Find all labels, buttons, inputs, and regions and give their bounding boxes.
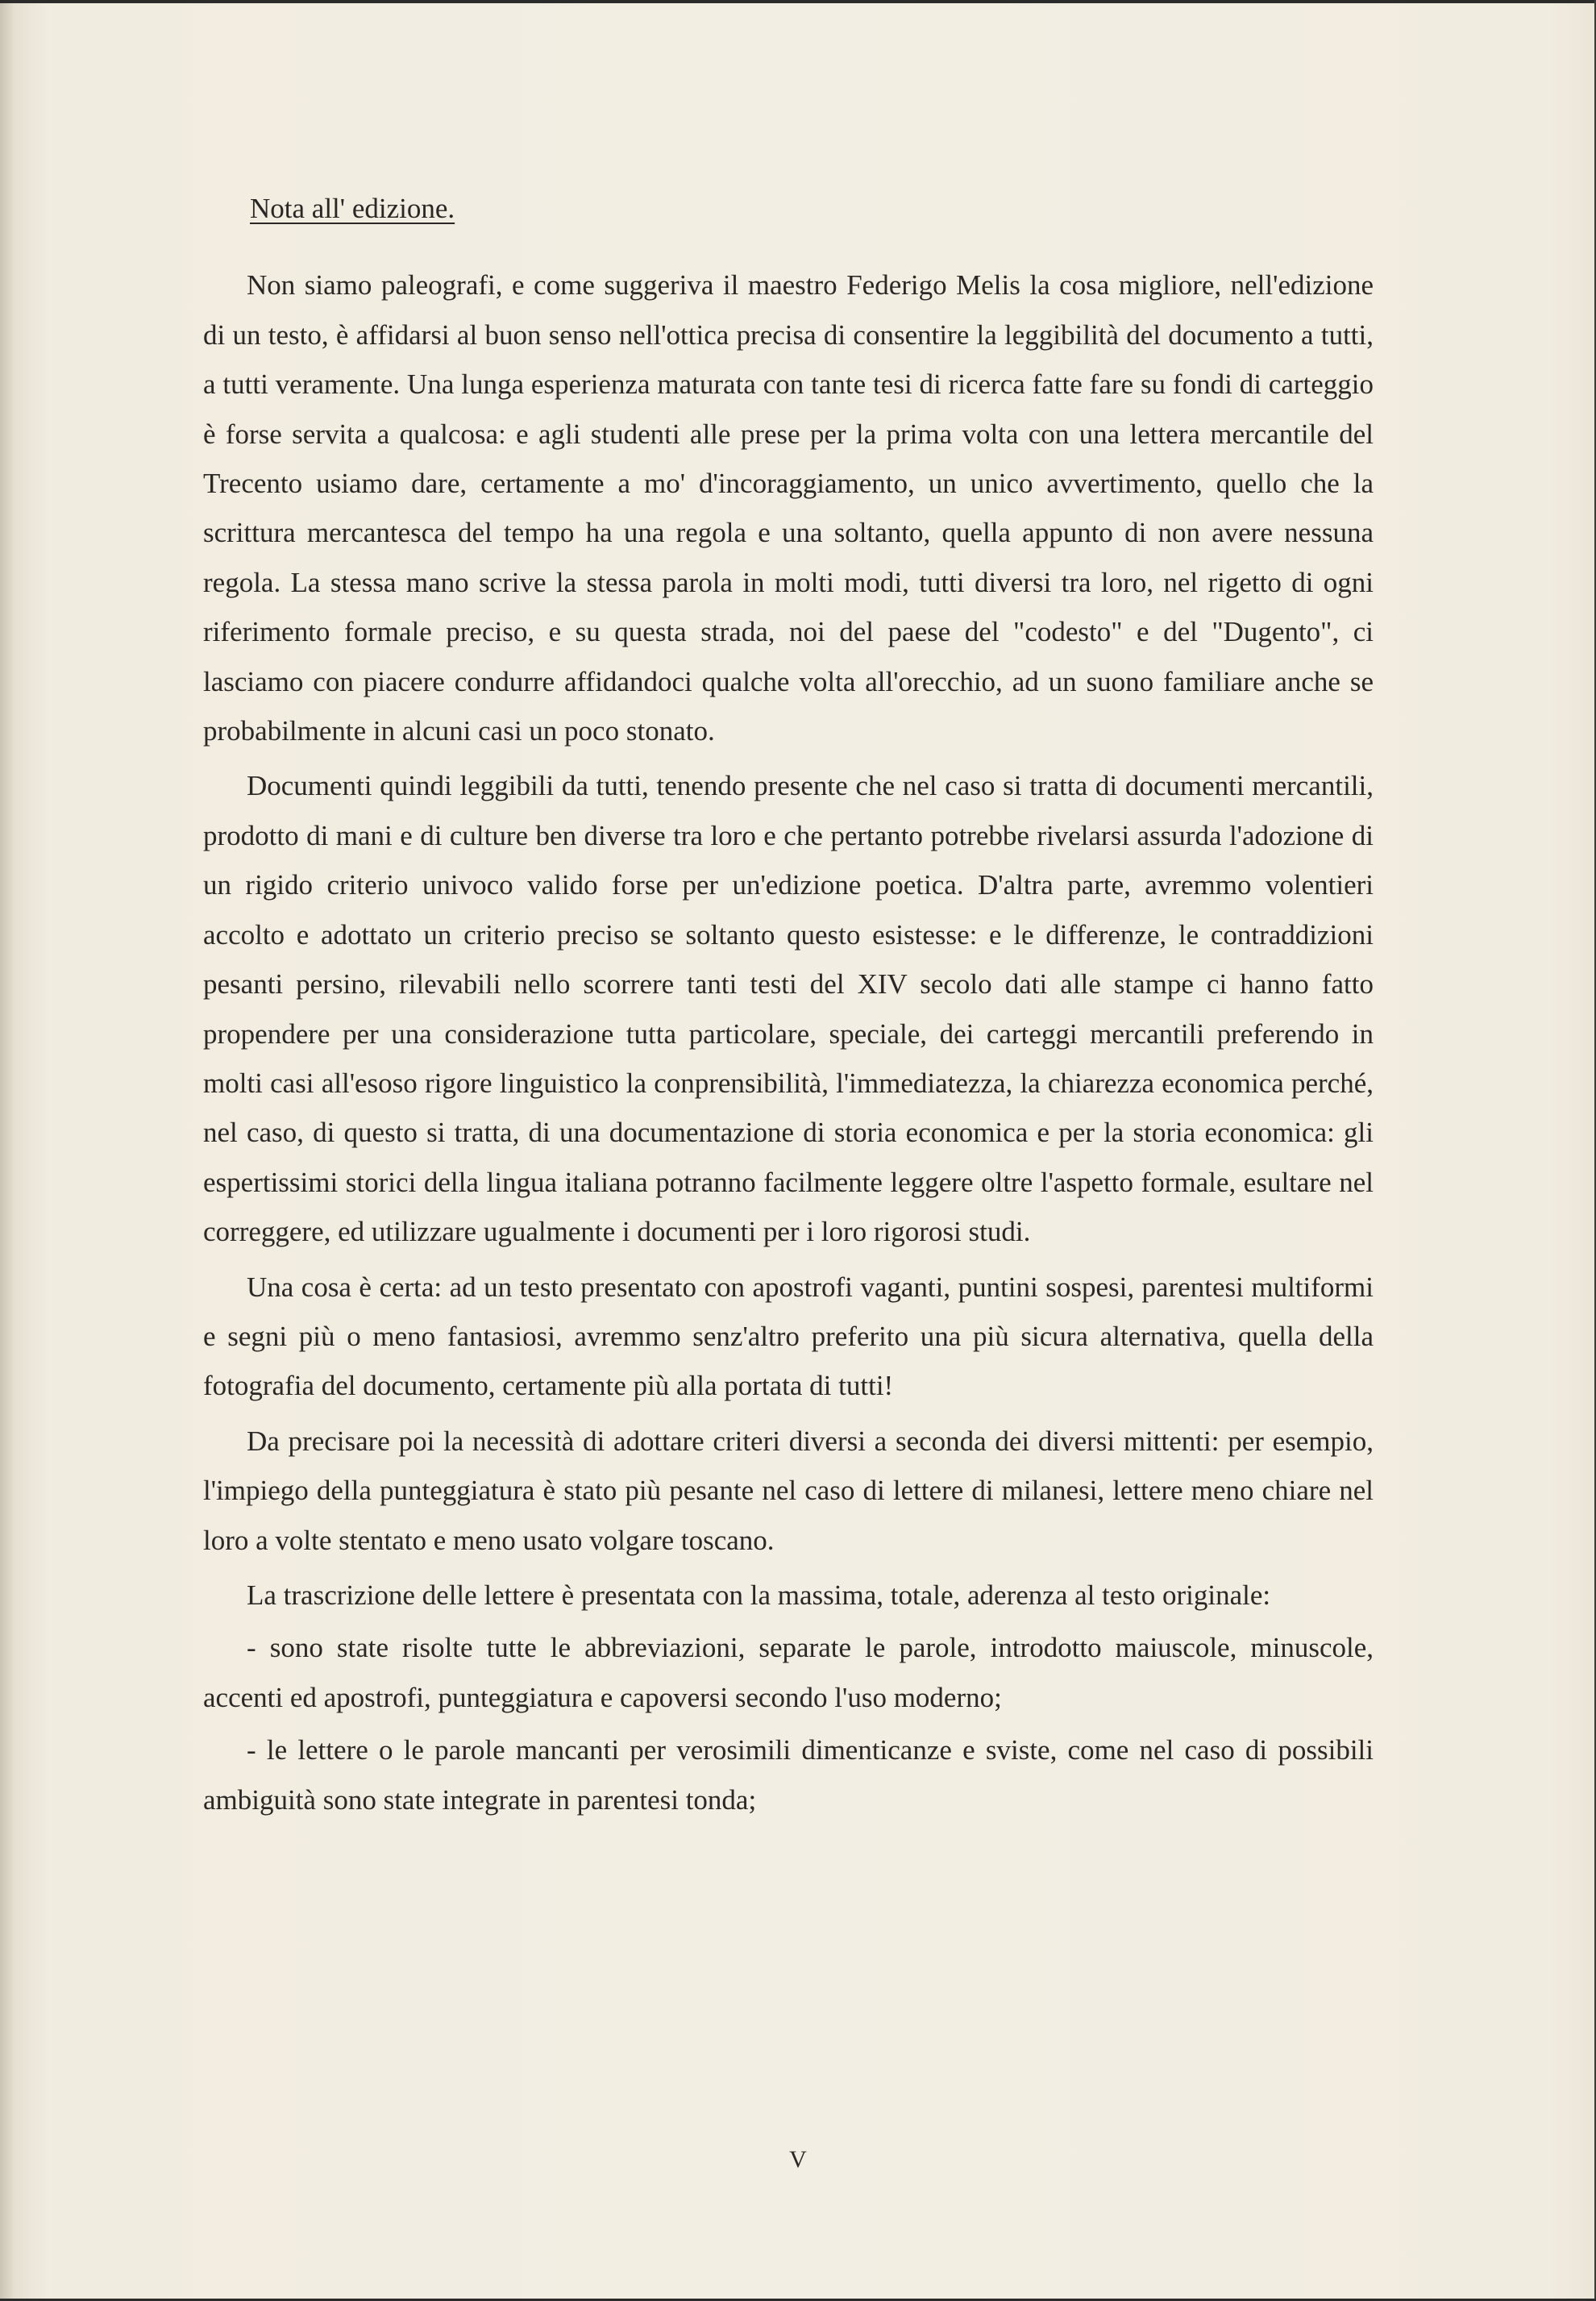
paragraph-2: Documenti quindi leggibili da tutti, tenendo presente che nel caso si tratta di documenti mercantili, prodotto di mani e di culture ben diverse tra loro e che pertanto potrebbe rivelarsi assurda l'adozione di un rigido criterio univoco valido forse per un'edizione poetica. D'altra parte, avremmo volentieri accolto e adottato un criterio preciso se soltanto questo esistesse: e le differenze, le contraddizioni pesanti persino, rilevabili nello scorrere tanti testi del XIV secolo dati alle stampe ci hanno fatto propendere per una considerazione tutta particolare, speciale, dei carteggi mercantili preferendo in molti casi all'esoso rigore linguistico la conprensibilità, l'immediatezza, la chiarezza economica perché, nel caso, di questo si tratta, di una documentazione di storia economica e per la storia economica: gli espertissimi storici della lingua italiana potranno facilmente leggere oltre l'aspetto formale, esultare nel correggere, ed utilizzare ugualmente i documenti per i loro rigorosi studi. [203, 770, 1374, 1248]
page-text-block [203, 184, 1374, 1828]
section-title: Nota all' edizione. [250, 193, 455, 224]
paragraph-4: Da precisare poi la necessità di adottare criteri diversi a seconda dei diversi mittenti: per esempio, l'impiego della punteggiatura è stato più pesante nel caso di lettere di milanesi, lettere meno chiare nel loro a volte stentato e meno usato volgare toscano. [203, 1425, 1374, 1556]
list-item-1: - sono state risolte tutte le abbreviazioni, separate le parole, introdotto maiuscole, minuscole, accenti ed apostrofi, punteggiatura e capoversi secondo l'uso moderno; [203, 1632, 1374, 1713]
page-top-edge [0, 0, 1596, 3]
paragraph-1: Non siamo paleografi, e come suggeriva il maestro Federigo Melis la cosa migliore, nell'edizione di un testo, è affidarsi al buon senso nell'ottica precisa di consentire la leggibilità del documento a tutti, a tutti veramente. Una lunga esperienza maturata con tante tesi di ricerca fatte fare su fondi di carteggio è forse servita a qualcosa: e agli studenti alle prese per la prima volta con una lettera mercantile del Trecento usiamo dare, certamente a mo' d'incoraggiamento, un unico avvertimento, quello che la scrittura mercantesca del tempo ha una regola e una soltanto, quella appunto di non avere nessuna regola. La stessa mano scrive la stessa parola in molti modi, tutti diversi tra loro, nel rigetto di ogni riferimento formale preciso, e su questa strada, noi del paese del "codesto" e del "Dugento", ci lasciamo con piacere condurre affidandoci qualche volta all'orecchio, ad un suono familiare anche se probabilmente in alcuni casi un poco stonato. [203, 269, 1374, 747]
paragraph-5: La trascrizione delle lettere è presentata con la massima, totale, aderenza al testo originale: [247, 1579, 1271, 1611]
page-number: V [789, 2146, 807, 2173]
paragraph-3: Una cosa è certa: ad un testo presentato con apostrofi vaganti, puntini sospesi, parentesi multiformi e segni più o meno fantasiosi, avremmo senz'altro preferito una più sicura alternativa, quella della fotografia del documento, certamente più alla portata di tutti! [203, 1271, 1374, 1402]
list-item-2: - le lettere o le parole mancanti per verosimili dimenticanze e sviste, come nel caso di possibili ambiguità sono state integrate in parentesi tonda; [203, 1734, 1374, 1816]
